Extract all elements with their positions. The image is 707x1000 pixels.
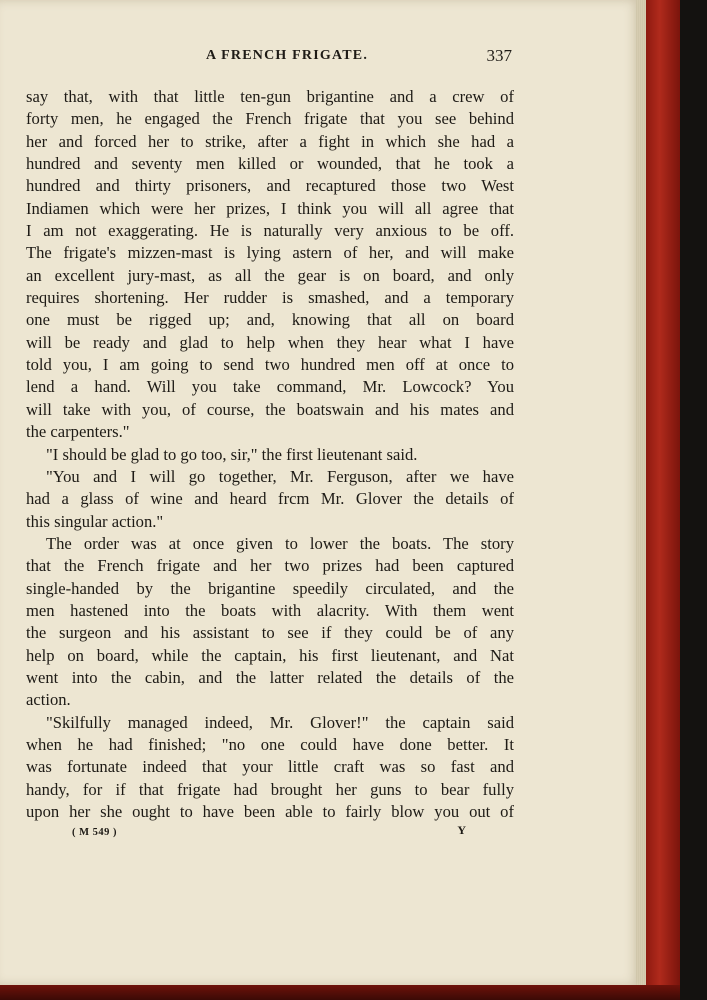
running-head	[22, 48, 512, 72]
text-line: told you, I am going to send two hundred men off at once to	[26, 355, 514, 375]
text-line: Indiamen which were her prizes, I think you will all agree that	[26, 198, 514, 218]
text-line: went into the cabin, and the latter related the details of the	[26, 667, 514, 687]
text-line: The frigate's mizzen-mast is lying astern of her, and will make	[26, 243, 514, 263]
text-line: forty men, he engaged the French frigate that you see behind	[26, 109, 514, 129]
running-title: A FRENCH FRIGATE.	[205, 48, 369, 63]
text-line: will be ready and glad to help when they hear what I have	[26, 332, 514, 352]
text-line: was fortunate indeed that your little craft was so fast and	[26, 757, 514, 777]
text-line: an excellent jury-mast, as all the gear is on board, and only	[26, 265, 514, 285]
text-line: "Skilfully managed indeed, Mr. Glover!" the captain said	[46, 712, 514, 732]
text-line: lend a hand. Will you take command, Mr. Lowcock? You	[26, 377, 514, 397]
text-line: the carpenters."	[26, 422, 130, 442]
book-cover-edge	[646, 0, 680, 1000]
text-line: I am not exaggerating. He is naturally very anxious to be off.	[26, 221, 514, 241]
text-line: hundred and thirty prisoners, and recaptured those two West	[26, 176, 514, 196]
body-text	[26, 86, 514, 823]
text-line: one must be rigged up; and, knowing that all on board	[26, 310, 514, 330]
text-line: this singular action."	[26, 511, 164, 531]
text-line: her and forced her to strike, after a fight in which she had a	[26, 131, 514, 151]
text-line: say that, with that little ten-gun brigantine and a crew of	[26, 87, 514, 106]
text-line: action.	[26, 690, 71, 710]
text-line: help on board, while the captain, his first lieutenant, and Nat	[26, 645, 514, 665]
text-line: The order was at once given to lower the boats. The story	[46, 533, 514, 553]
book-cover-bottom	[0, 985, 680, 1000]
text-line: when he had finished; "no one could have done better. It	[26, 734, 514, 754]
page-edges	[636, 0, 646, 990]
text-line: the surgeon and his assistant to see if they could be of any	[26, 623, 514, 643]
text-line: "You and I will go together, Mr. Ferguson, after we have	[46, 466, 514, 486]
page-number: 337	[486, 46, 512, 65]
text-line: single-handed by the brigantine speedily circulated, and the	[26, 578, 514, 598]
printer-signature: ( M 549 )	[72, 827, 118, 838]
signature-row	[64, 823, 474, 843]
text-line: had a glass of wine and heard frcm Mr. Glover the details of	[26, 489, 514, 509]
text-line: will take with you, of course, the boatswain and his mates and	[26, 399, 514, 419]
text-line: "I should be glad to go too, sir," the first lieutenant said.	[46, 444, 418, 464]
text-line: requires shortening. Her rudder is smashed, and a temporary	[26, 288, 514, 308]
text-line: that the French frigate and her two prizes had been captured	[26, 556, 514, 576]
text-line: upon her she ought to have been able to fairly blow you out of	[26, 802, 514, 821]
gathering-mark: Y	[457, 823, 466, 837]
text-line: handy, for if that frigate had brought her guns to bear fully	[26, 779, 514, 799]
background	[680, 0, 707, 1000]
text-line: men hastened into the boats with alacrity. With them went	[26, 600, 514, 620]
text-line: hundred and seventy men killed or wounded, that he took a	[26, 154, 514, 174]
